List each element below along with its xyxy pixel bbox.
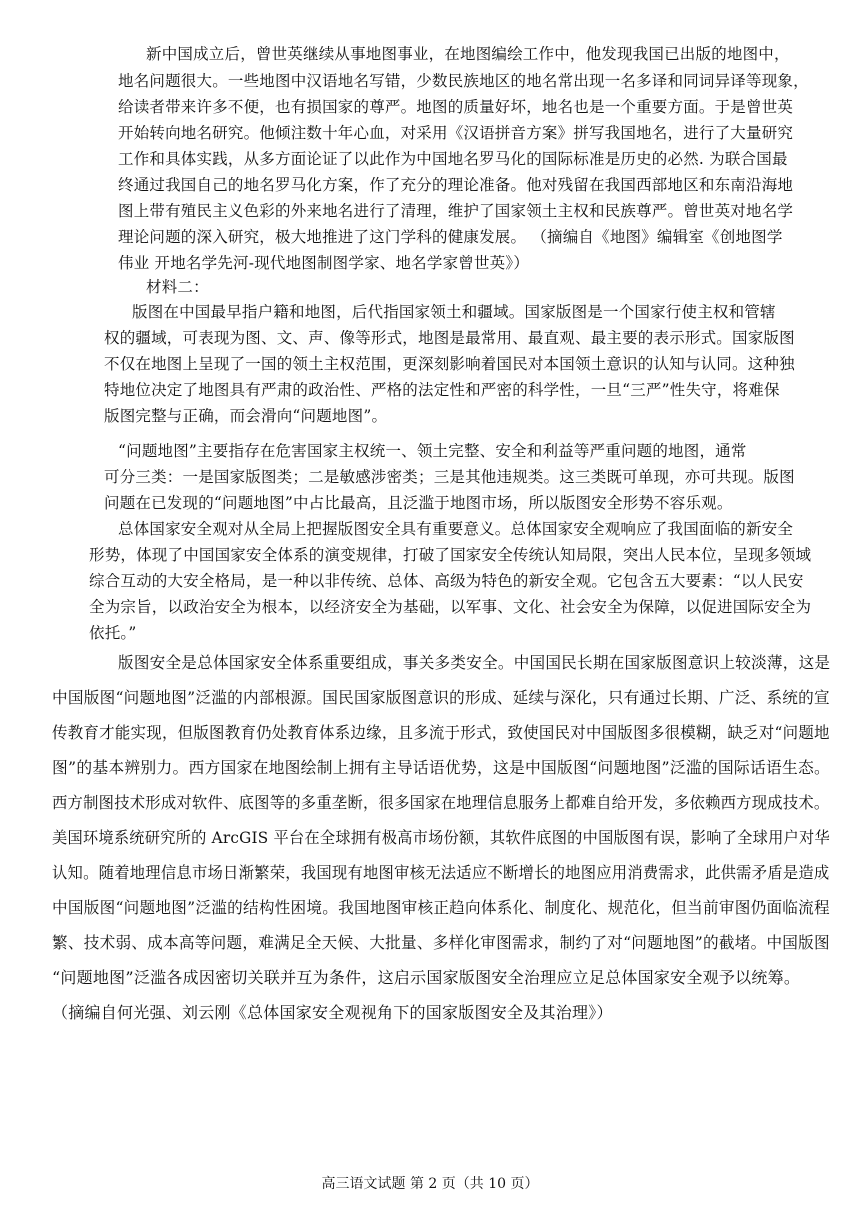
text-line: 繁、技术弱、成本高等问题，难满足全天候、大批量、多样化审图需求，制约了对“问题地图”的截堵。中国版图 bbox=[52, 933, 830, 952]
text-line: 伟业 开地名学先河-现代地图制图学家、地名学家曾世英》） bbox=[118, 254, 530, 272]
text-line: 中国版图“问题地图”泛滥的内部根源。国民国家版图意识的形成、延续与深化，只有通过长期、广泛、系统的宣 bbox=[52, 688, 830, 707]
page-footer: 高三语文试题 第 2 页（共 10 页） bbox=[321, 1176, 539, 1192]
text-line: 理论问题的深入研究，极大地推进了这门学科的健康发展。 （摘编自《地图》编辑室《创地图学 bbox=[118, 228, 783, 246]
text-line: 地名问题很大。一些地图中汉语地名写错，少数民族地区的地名常出现一名多译和同词异译等现象， bbox=[118, 72, 809, 90]
text-line: 图”的基本辨别力。西方国家在地图绘制上拥有主导话语优势，这是中国版图“问题地图”泛滥的国际话语生态。 bbox=[52, 758, 831, 777]
text-line: “问题地图”泛滥各成因密切关联并互为条件，这启示国家版图安全治理应立足总体国家安全观予以统筹。 bbox=[52, 968, 801, 987]
text-line: 传教育才能实现，但版图教育仍处教育体系边缘，且多流于形式，致使国民对中国版图多很模糊，缺乏对“问题地 bbox=[52, 723, 830, 742]
text-line: 终通过我国自己的地名罗马化方案，作了充分的理论准备。他对残留在我国西部地区和东南沿海地 bbox=[118, 176, 794, 194]
text-line: 新中国成立后，曾世英继续从事地图事业，在地图编绘工作中，他发现我国已出版的地图中， bbox=[146, 45, 790, 63]
text-line: 总体国家安全观对从全局上把握版图安全具有重要意义。总体国家安全观响应了我国面临的新安全 bbox=[118, 520, 794, 538]
text-line: 给读者带来许多不便，也有损国家的尊严。地图的质量好坏，地名也是一个重要方面。于是曾世英 bbox=[118, 98, 794, 116]
text-line: 认知。随着地理信息市场日渐繁荣，我国现有地图审核无法适应不断增长的地图应用消费需求，此供需矛盾是造成 bbox=[52, 863, 830, 882]
text-line: 版图完整与正确，而会滑向“问题地图”。 bbox=[104, 407, 388, 425]
text-line: 特地位决定了地图具有严肃的政治性、严格的法定性和严密的科学性，一旦“三严”性失守，将难保 bbox=[104, 381, 780, 399]
text-line: 依托。” bbox=[89, 624, 137, 642]
text-line: 工作和具体实践，从多方面论证了以此作为中国地名罗马化的国际标准是历史的必然. 为联合国最 bbox=[118, 150, 788, 168]
text-line: 开始转向地名研究。他倾注数十年心血，对采用《汉语拼音方案》拼写我国地名，进行了大量研究 bbox=[118, 124, 794, 142]
text-line: 问题在已发现的“问题地图”中占比最高，且泛滥于地图市场，所以版图安全形势不容乐观。 bbox=[104, 494, 733, 512]
text-line: 版图在中国最早指户籍和地图，后代指国家领土和疆域。国家版图是一个国家行使主权和管辖 bbox=[132, 303, 776, 321]
text-line: 中国版图“问题地图”泛滥的结构性困境。我国地图审核正趋向体系化、制度化、规范化，但当前审图仍面临流程 bbox=[52, 898, 830, 917]
text-line: 不仅在地图上呈现了一国的领土主权范围，更深刻影响着国民对本国领土意识的认知与认同。这种独 bbox=[104, 355, 795, 373]
text-line: 权的疆域，可表现为图、文、声、像等形式，地图是最常用、最直观、最主要的表示形式。国家版图 bbox=[104, 329, 795, 347]
text-line: “问题地图”主要指存在危害国家主权统一、领土完整、安全和利益等严重问题的地图，通常 bbox=[118, 442, 747, 460]
text-line: 版图安全是总体国家安全体系重要组成，事关多类安全。中国国民长期在国家版图意识上较淡薄，这是 bbox=[118, 653, 831, 672]
text-line: 美国环境系统研究所的 ArcGIS 平台在全球拥有极高市场份额，其软件底图的中国版图有误，影响了全球用户对华 bbox=[52, 828, 830, 847]
text-line: 可分三类：一是国家版图类；二是敏感涉密类；三是其他违规类。这三类既可单现，亦可共现。版图 bbox=[104, 468, 795, 486]
text-line: 图上带有殖民主义色彩的外来地名进行了清理，维护了国家领土主权和民族尊严。曾世英对地名学 bbox=[118, 202, 794, 220]
text-line: 西方制图技术形成对软件、底图等的多重垄断，很多国家在地理信息服务上都难自给开发，多依赖西方现成技术。 bbox=[52, 793, 830, 812]
material-two-heading: 材料二： bbox=[146, 278, 209, 296]
text-line: 综合互动的大安全格局，是一种以非传统、总体、高级为特色的新安全观。它包含五大要素：“以人民安 bbox=[89, 572, 804, 590]
text-line: 形势，体现了中国国家安全体系的演变规律，打破了国家安全传统认知局限，突出人民本位，呈现多领域 bbox=[89, 546, 812, 564]
citation-line: （摘编自何光强、刘云刚《总体国家安全观视角下的国家版图安全及其治理》） bbox=[52, 1003, 613, 1022]
text-line: 全为宗旨，以政治安全为根本，以经济安全为基础，以军事、文化、社会安全为保障，以促进国际安全为 bbox=[89, 598, 812, 616]
